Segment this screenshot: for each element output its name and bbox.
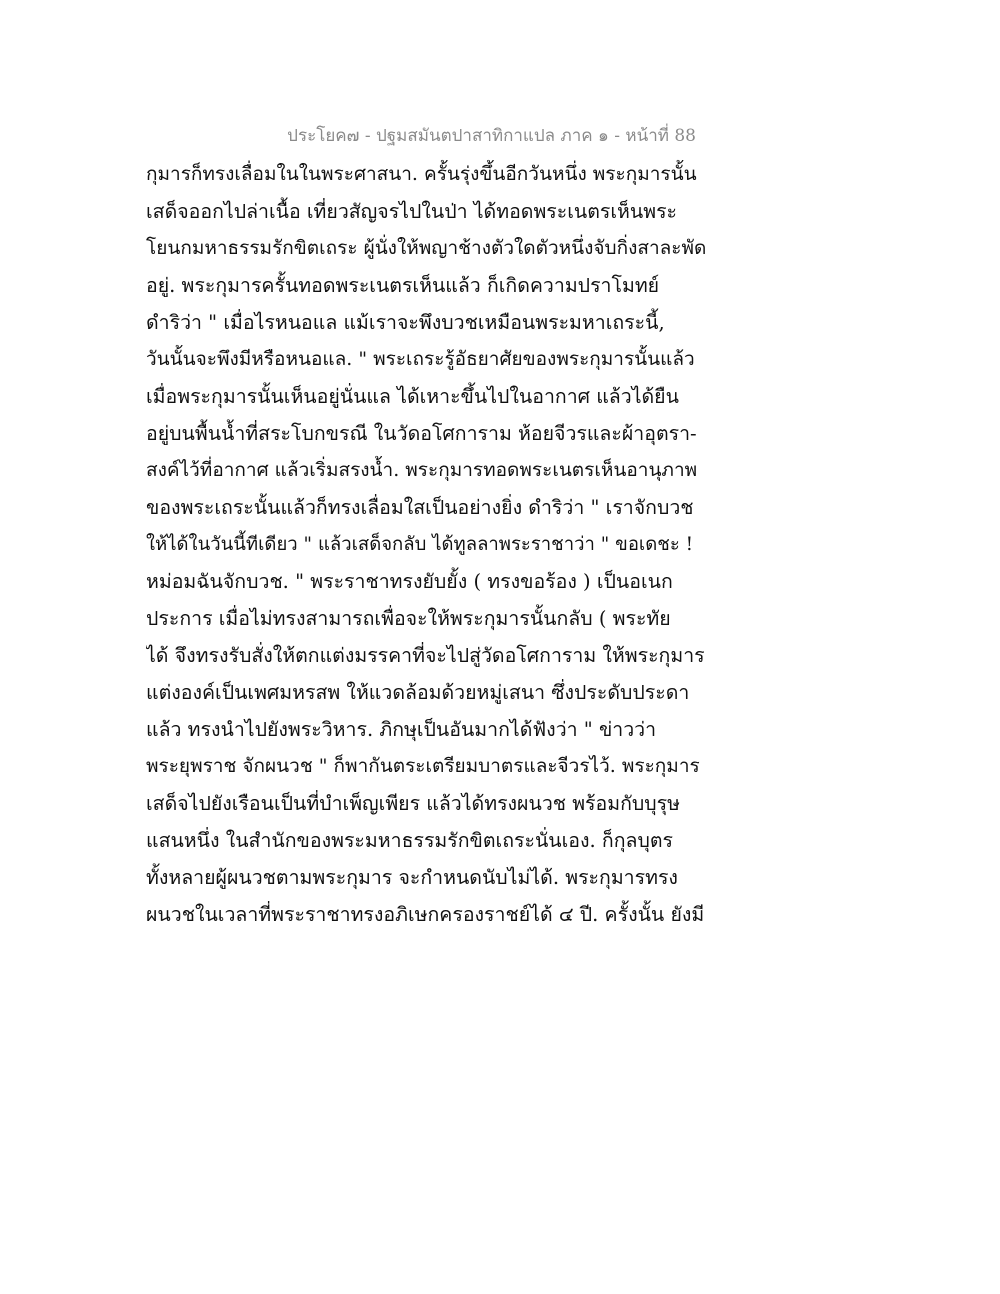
text-line: อยู่. พระกุมารครั้นทอดพระเนตรเห็นแล้ว ก็เกิดความปราโมทย์ [146, 274, 660, 297]
text-line: แต่งองค์เป็นเพศมหรสพ ให้แวดล้อมด้วยหมู่เสนา ซึ่งประดับประดา [146, 681, 690, 704]
text-line: วันนั้นจะพึงมีหรือหนอแล. " พระเถระรู้อัธยาศัยของพระกุมารนั้นแล้ว [146, 348, 695, 370]
text-line: สงค์ไว้ที่อากาศ แล้วเริ่มสรงน้ำ. พระกุมารทอดพระเนตรเห็นอานุภาพ [146, 459, 698, 481]
text-line: ให้ได้ในวันนี้ทีเดียว " แล้วเสด็จกลับ ได้ทูลลาพระราชาว่า " ขอเดชะ ! [146, 534, 694, 555]
text-line: ผนวชในเวลาที่พระราชาทรงอภิเษกครองราชย์ได้ ๔ ปี. ครั้งนั้น ยังมี [146, 903, 705, 926]
text-line: เสด็จออกไปล่าเนื้อ เที่ยวสัญจรไปในป่า ได้ทอดพระเนตรเห็นพระ [146, 200, 678, 223]
text-line: ประการ เมื่อไม่ทรงสามารถเพื่อจะให้พระกุมารนั้นกลับ ( พระทัย [146, 607, 671, 630]
text-line: กุมารก็ทรงเลื่อมในในพระศาสนา. ครั้นรุ่งขึ้นอีกวันหนึ่ง พระกุมารนั้น [146, 163, 697, 185]
body-text [146, 156, 706, 933]
text-line: หม่อมฉันจักบวช. " พระราชาทรงยับยั้ง ( ทรงขอร้อง ) เป็นอเนก [146, 570, 673, 593]
text-line: แสนหนึ่ง ในสำนักของพระมหาธรรมรักขิตเถระนั่นเอง. ก็กุลบุตร [146, 829, 673, 852]
text-line: อยู่บนพื้นน้ำที่สระโบกขรณี ในวัดอโศการาม ห้อยจีวรและผ้าอุตรา- [146, 422, 697, 445]
text-line: ของพระเถระนั้นแล้วก็ทรงเลื่อมใสเป็นอย่างยิ่ง ดำริว่า " เราจักบวช [146, 496, 694, 519]
text-line: ดำริว่า " เมื่อไรหนอแล แม้เราจะพึงบวชเหมือนพระมหาเถระนี้, [146, 311, 665, 334]
text-line: ได้ จึงทรงรับสั่งให้ตกแต่งมรรคาที่จะไปสู่วัดอโศการาม ให้พระกุมาร [146, 644, 705, 667]
text-line: เมื่อพระกุมารนั้นเห็นอยู่นั่นแล ได้เหาะขึ้นไปในอากาศ แล้วได้ยืน [146, 385, 679, 408]
text-line: แล้ว ทรงนำไปยังพระวิหาร. ภิกษุเป็นอันมากได้ฟังว่า " ข่าวว่า [146, 718, 657, 741]
text-line: ทั้งหลายผู้ผนวชตามพระกุมาร จะกำหนดนับไม่ได้. พระกุมารทรง [146, 866, 678, 889]
text-line: โยนกมหาธรรมรักขิตเถระ ผู้นั่งให้พญาช้างตัวใดตัวหนึ่งจับกิ่งสาละพัด [146, 237, 706, 259]
text-line: พระยุพราช จักผนวช " ก็พากันตระเตรียมบาตรและจีวรไว้. พระกุมาร [146, 755, 700, 777]
text-line: เสด็จไปยังเรือนเป็นที่บำเพ็ญเพียร แล้วได้ทรงผนวช พร้อมกับบุรุษ [146, 792, 680, 815]
running-header: ประโยค๗ - ปฐมสมันตปาสาทิกาแปล ภาค ๑ - หน้าที่ 88 [287, 126, 696, 146]
